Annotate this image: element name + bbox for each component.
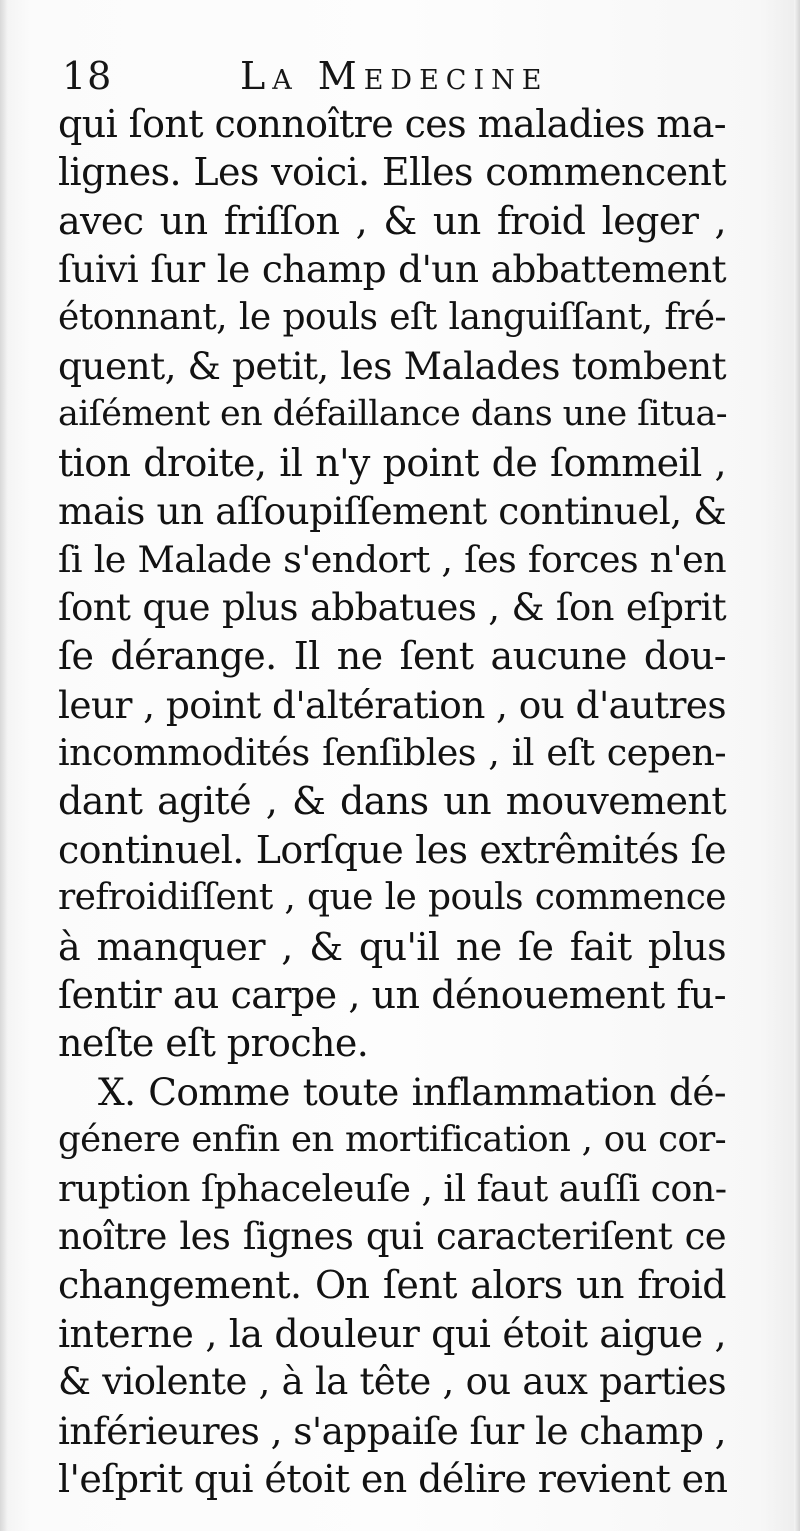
running-title: La Medecine xyxy=(240,54,549,98)
text-line: à manquer , & qu'il ne ſe fait plus xyxy=(58,924,726,969)
text-line: leur , point d'altération , ou d'autres xyxy=(58,682,727,727)
text-line: changement. On ſent alors un froid xyxy=(58,1263,726,1308)
text-line: noître les ſignes qui caracteriſent ce xyxy=(58,1214,726,1258)
text-line: ſont que plus abbatues , & ſon eſprit xyxy=(58,585,726,629)
text-line: neſte eſt proche. xyxy=(58,1021,369,1066)
text-line: qui ſont connoître ces maladies ma- xyxy=(58,102,726,146)
text-line: ſuivi ſur le champ d'un abbattement xyxy=(58,247,726,292)
text-line: tion droite, il n'y point de ſommeil , xyxy=(58,440,726,485)
text-line: ruption ſphaceleuſe , il faut auſſi con- xyxy=(58,1166,727,1210)
text-line: l'eſprit qui étoit en délire revient en xyxy=(58,1456,728,1501)
text-line: inférieures , s'appaiſe ſur le champ , xyxy=(58,1408,726,1453)
text-line: mais un aſſoupiſſement continuel, & xyxy=(58,489,726,534)
running-head xyxy=(62,50,762,102)
page-number: 18 xyxy=(62,54,113,98)
text-line: lignes. Les voici. Elles commencent xyxy=(58,150,726,195)
text-line: avec un friſſon , & un froid leger , xyxy=(58,198,726,243)
text-line: ſi le Malade s'endort , ſes forces n'en xyxy=(58,537,726,581)
text-line: étonnant, le pouls eſt languiſſant, fré- xyxy=(58,296,726,338)
text-line: aiſément en défaillance dans une ſitua- xyxy=(58,394,727,435)
body-text xyxy=(58,100,726,1503)
text-line: continuel. Lorſque les extrêmités ſe xyxy=(58,827,726,872)
text-line: dant agité , & dans un mouvement xyxy=(58,779,726,824)
text-line: X. Comme toute inflammation dé- xyxy=(98,1069,726,1114)
text-line: & violente , à la tête , ou aux parties xyxy=(58,1360,726,1404)
text-line: ſentir au carpe , un dénouement fu- xyxy=(58,973,726,1018)
text-line: interne , la douleur qui étoit aigue , xyxy=(58,1311,726,1356)
text-line: refroidiſſent , que le pouls commence xyxy=(58,877,726,919)
text-line: quent, & petit, les Malades tombent xyxy=(58,343,726,388)
text-line: génere enfin en mortification , ou cor- xyxy=(58,1119,726,1161)
text-line: ſe dérange. Il ne ſent aucune dou- xyxy=(58,634,726,679)
text-line: incommodités ſenſibles , il eſt cepen- xyxy=(58,731,726,775)
